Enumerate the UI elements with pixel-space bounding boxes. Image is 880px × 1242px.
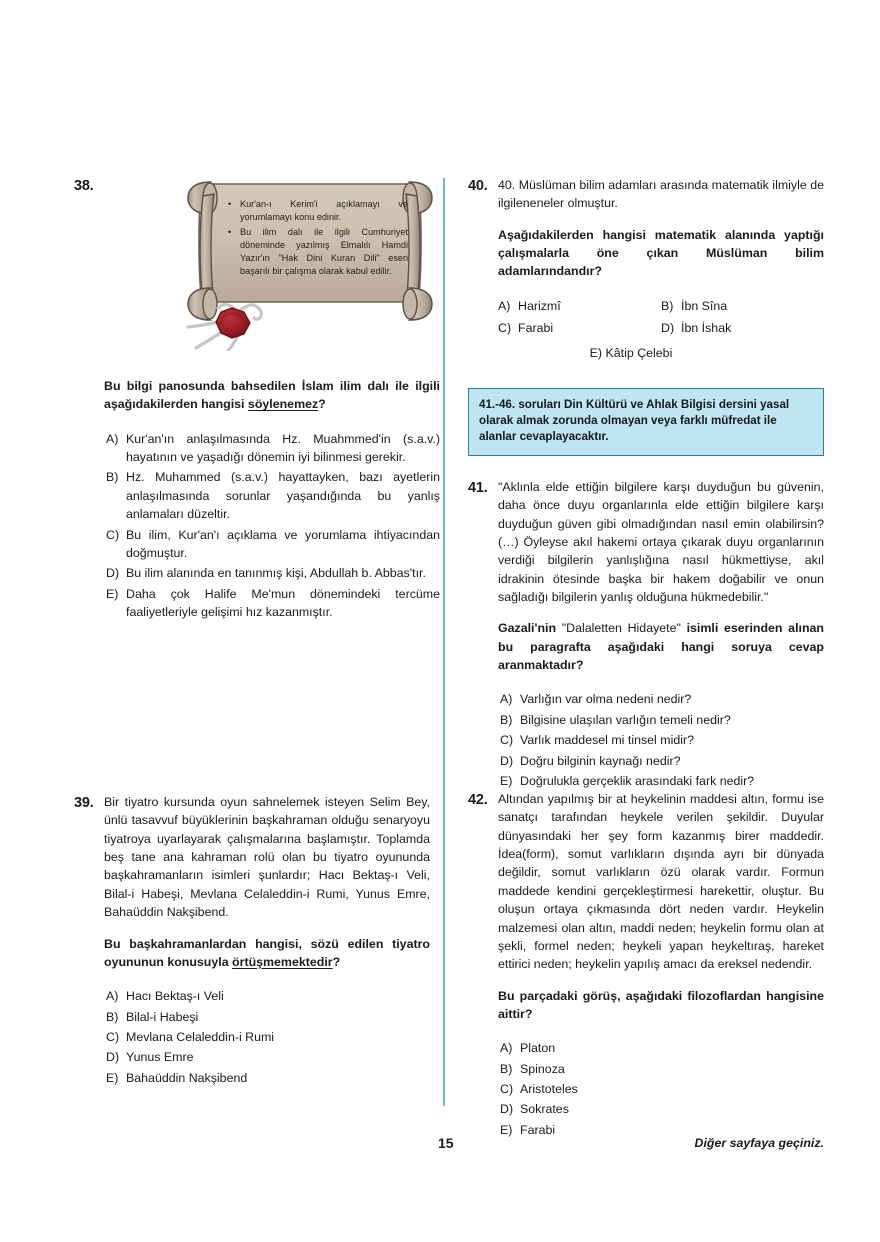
option-b-letter: B) [106,1009,119,1024]
option-a-letter: A) [498,298,511,313]
next-page-note: Diğer sayfaya geçiniz. [694,1136,824,1150]
option-e-letter: E) [500,773,513,788]
question-38 [74,176,440,623]
option-b-text: Hz. Muhammed (s.a.v.) hayattayken, bazı ayetlerin anlaşılmasında sorunlar yaşandığında bu yanlış anlamaları düzeltir. [126,470,440,522]
option-d[interactable] [500,1100,824,1118]
option-a-letter: A) [106,431,119,446]
question-40-stem: Aşağıdakilerden hangisi matematik alanında yaptığı çalışmalarla öne çıkan Müslüman bilim adamlarındandır? [498,227,824,279]
question-40-options [498,297,824,338]
option-e-text: Bahaüddin Nakşibend [126,1070,248,1085]
option-c-letter: C) [498,321,512,336]
option-d-text: Bu ilim alanında en tanınmış kişi, Abdullah b. Abbas'tır. [126,566,426,581]
question-41-stem-part1: Gazali'nin [498,621,562,636]
option-c-letter: C) [500,1082,514,1097]
question-39-options [104,987,430,1087]
option-d-letter: D) [500,1102,514,1117]
option-a[interactable] [500,690,824,708]
left-column [74,176,440,1085]
option-d-text: İbn İshak [681,321,732,336]
option-a-letter: A) [500,692,513,707]
option-c-text: Aristoteles [520,1082,578,1097]
parchment-bullet-1-text: Kur'an-ı Kerim'i açıklamayı ve yorumlamayı konu edinir. [240,199,408,223]
page-footer [74,1135,824,1155]
option-d[interactable] [500,752,824,770]
option-d-letter: D) [661,321,675,336]
option-a-letter: A) [500,1041,513,1056]
option-a-text: Hacı Bektaş-ı Veli [126,989,224,1004]
option-d-letter: D) [500,753,514,768]
parchment-text [228,198,408,280]
option-b-text: İbn Sîna [681,298,728,313]
option-c[interactable] [500,731,824,749]
column-divider [443,178,445,1106]
option-c[interactable] [500,1080,824,1098]
question-41-number: 41. [468,479,488,496]
question-41-stem-part2: isimli eserinden alınan bu paragrafta aşağıdaki hangi soruya cevap aranmaktadır? [498,621,824,673]
option-c-text: Farabi [518,321,554,336]
question-38-stem-part1: Bu bilgi panosunda bahsedilen İslam ilim dalı ile ilgili aşağıdakilerden hangisi [104,379,440,412]
question-39 [74,793,430,1089]
option-b-text: Bilgisine ulaşılan varlığın temeli nedir? [520,712,731,727]
option-e[interactable]: E) Kâtip Çelebi [589,345,673,360]
option-b[interactable] [661,297,824,315]
exam-notice-box: 41.-46. soruları Din Kültürü ve Ahlak Bilgisi dersini yasal olarak almak zorunda olmayan veya farklı müfredat ile alanlar cevaplayacaktır. [468,388,824,456]
option-e[interactable] [500,772,824,790]
option-d[interactable] [106,1048,430,1066]
option-a[interactable] [106,430,440,467]
question-42-stem: Bu parçadaki görüş, aşağıdaki filozoflardan hangisine aittir? [498,988,824,1021]
option-e-letter: E) [500,1122,513,1137]
bullet-icon: • [228,199,232,209]
option-d-text: Yunus Emre [126,1050,194,1065]
option-c-letter: C) [106,1029,120,1044]
option-c-letter: C) [106,527,120,542]
question-39-number: 39. [74,795,94,811]
option-b-text: Bilal-i Habeşi [126,1009,199,1024]
question-41-stem-quoted: "Dalaletten Hidayete" [561,621,681,636]
wax-seal-icon [216,308,250,338]
question-39-stem [104,935,430,972]
parchment-scroll-graphic [180,176,440,351]
option-e-letter: E) [106,586,119,601]
parchment-bullet-2-text: Bu ilim dalı ile ilgili Cumhuriyet döneminde yazılmış Elmalılı Hamdi Yazır'ın "Hak Dini Kuran Dili" eseri başarılı bir çalışma olarak kabul edilir. [240,226,408,277]
option-c-letter: C) [500,733,514,748]
option-a-text: Varlığın var olma nedeni nedir? [520,692,692,707]
right-column [468,176,824,1137]
option-e[interactable] [106,1069,430,1087]
question-38-stem-underlined: söylenemez [247,397,319,412]
question-42-passage: Altından yapılmış bir at heykelinin maddesi altın, formu ise sanatçı tarafından heykele verilen şekildir. Duyular dünyasındaki her şey form kazanmış birer maddedir. İdea(form), somut varlıkların dışında ayrı bir dünyada değildir, somut varlıkların özü olarak vardır. Formun maddede kendini gerçekleştirmesi harekettir, oluştur. Bu oluşun ortaya çıkmasında dört neden vardır. Heykelin malzemesi olan altın, maddi neden; heykelin formu olan at şekli, formel neden; heykeli yapan heykeltıraş, hareket ettirici neden; heykelin yapılış amacı da ereksel nedendir. [498,792,824,972]
option-a-text: Platon [520,1041,556,1056]
question-39-passage: Bir tiyatro kursunda oyun sahnelemek isteyen Selim Bey, ünlü tasavvuf büyüklerinin başkahraman olduğu senaryoyu tiyatroya uyarlayarak çalışmalarına başlamıştır. Toplamda beş tane ana kahraman rolü olan bu tiyatro oyununda başkahramanların isimleri şunlardır; Hacı Bektaş-ı Veli, Bilal-i Habeşi, Mevlana Celaleddin-i Rumi, Yunus Emre, Bahaüddin Nakşibend. [104,795,430,920]
bullet-icon: • [228,226,232,237]
option-a-letter: A) [106,989,119,1004]
question-38-number: 38. [74,178,94,194]
parchment-bullet-1 [228,198,408,225]
question-42-options [498,1039,824,1139]
option-b-letter: B) [106,470,119,485]
option-b-text: Spinoza [520,1061,565,1076]
option-a-text: Harizmî [518,298,561,313]
option-e-text: Doğrulukla gerçeklik arasındaki fark nedir? [520,773,755,788]
option-a[interactable] [500,1039,824,1057]
option-d[interactable] [661,319,824,337]
option-b[interactable] [106,468,440,523]
option-a-text: Kur'an'ın anlaşılmasında Hz. Muahmmed'in (s.a.v.) hayatının ve yaşadığı dönemin iyi bilinmesi gerekir. [126,431,440,465]
option-c[interactable] [498,319,661,337]
question-39-stem-underlined: örtüşmemektedir [232,954,333,969]
option-b-letter: B) [661,298,674,313]
question-41-passage: "Aklınla elde ettiğin bilgilere karşı duyduğun bu güvenin, daha önce duyu organlarınla elde ettiğin bilgilere karşı duyduğun güven gibi olmadığından nasıl emin olabilirsin? (…) Öyleyse akıl hakemi ortaya çıkarak duyu organlarının verdiği bilgilerin yanlışlığına nasıl hükmettiyse, akıl idrakinin ötesinde başka bir hakem doğabilir ve onun sağladığı bilgilerin yanlış olduğuna hükmedebilir." [498,479,824,605]
question-42 [468,790,824,1141]
option-e-letter: E) [106,1070,119,1085]
question-40 [468,176,824,360]
option-e-text: Daha çok Halife Me'mun dönemindeki tercüme faaliyetleriyle gelişimi hız kazanmıştır. [126,586,440,619]
option-d-text: Doğru bilginin kaynağı nedir? [520,753,681,768]
option-b[interactable] [106,1008,430,1026]
question-39-stem-part2: ? [332,954,341,969]
option-b[interactable] [500,1060,824,1078]
option-a[interactable] [498,297,661,315]
option-e[interactable] [106,585,440,622]
option-d[interactable] [106,564,440,582]
page-number: 15 [438,1135,454,1151]
question-40-number: 40. [468,178,488,194]
question-38-stem-part2: ? [318,397,326,412]
option-a[interactable] [106,987,430,1005]
option-d-letter: D) [106,1050,120,1065]
question-40-passage: 40. Müslüman bilim adamları arasında matematik ilmiyle de ilgileneneler olmuştur. [498,178,824,211]
option-c-text: Bu ilim, Kur'an'ı açıklama ve yorumlama ihtiyacından doğmuştur. [126,527,440,560]
option-c-text: Varlık maddesel mi tinsel midir? [520,733,694,748]
option-c-text: Mevlana Celaleddin-i Rumi [126,1029,275,1044]
option-d-text: Sokrates [520,1102,569,1117]
question-41-options [498,690,824,790]
question-41 [468,478,824,792]
question-38-options [104,430,440,622]
option-b-letter: B) [500,712,513,727]
option-c[interactable] [106,526,440,563]
question-41-stem [498,619,824,674]
option-c[interactable] [106,1028,430,1046]
option-e-text: Farabi [520,1122,556,1137]
question-38-stem [104,377,440,414]
option-b-letter: B) [500,1061,513,1076]
option-d-letter: D) [106,566,120,581]
question-42-number: 42. [468,792,488,808]
question-39-stem-part1: Bu başkahramanlardan hangisi, sözü edilen tiyatro oyununun konusuyla [104,936,430,969]
parchment-bullet-2 [228,226,408,279]
option-b[interactable] [500,711,824,729]
